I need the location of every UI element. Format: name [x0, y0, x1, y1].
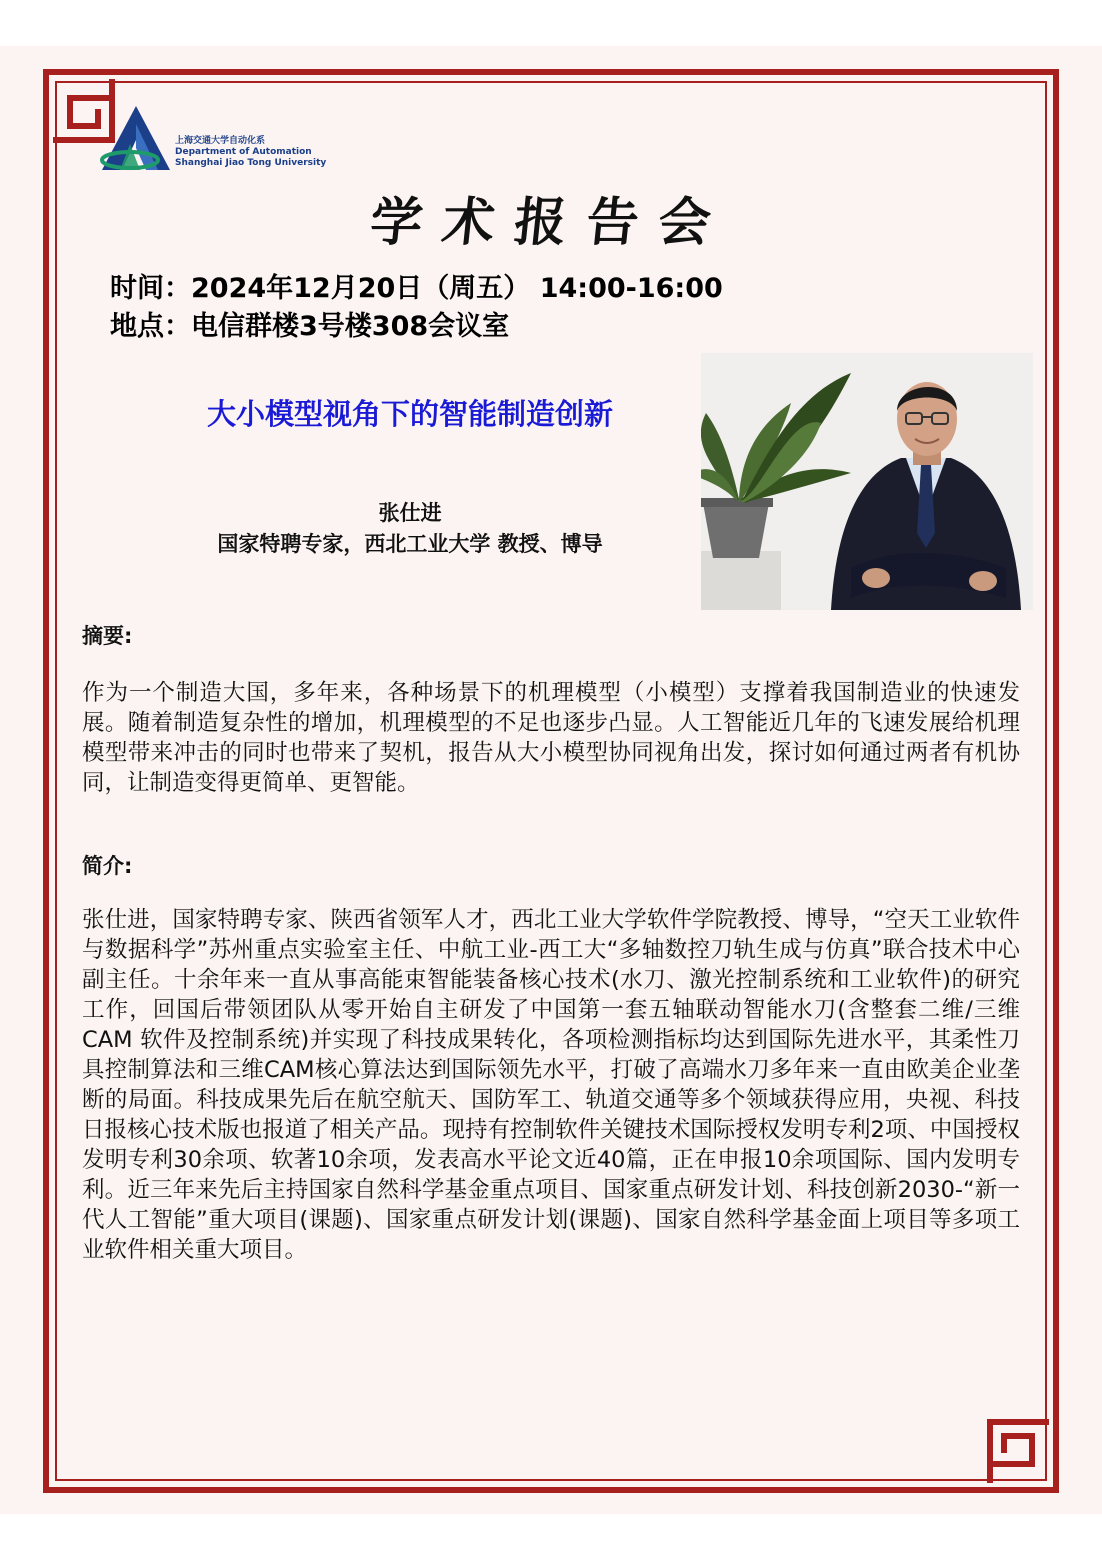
logo-line-cn: 上海交通大学自动化系 [175, 136, 266, 146]
sjtu-automation-logo [100, 104, 330, 174]
bio-text: 张仕进，国家特聘专家、陕西省领军人才，西北工业大学软件学院教授、博导，“空天工业软件与数据科学”苏州重点实验室主任、中航工业-西工大“多轴数控刀轨生成与仿真”联合技术中心副主任。十余年来一直从事高能束智能装备核心技术(水刀、激光控制系统和工业软件)的研究工作，回国后带领团队从零开始自主研发了中国第一套五轴联动智能水刀(含整套二维/三维 CAM 软件及控制系统)并实现了科技成果转化，各项检测指标均达到国际先进水平，其柔性刀具控制算法和三维CAM核心算法达到国际领先水平，打破了高端水刀多年来一直由欧美企业垄断的局面。科技成果先后在航空航天、国防军工、轨道交通等多个领域获得应用，央视、科技日报核心技术版也报道了相关产品。现持有控制软件关键技术国际授权发明专利2项、中国授权发明专利30余项、软著10余项，发表高水平论文近40篇，正在申报10余项国际、国内发明专利。近三年来先后主持国家自然科学基金重点项目、国家重点研发计划、科技创新2030-“新一代人工智能”重大项目(课题)、国家重点研发计划(课题)、国家自然科学基金面上项目等多项工业软件相关重大项目。 [82, 907, 1020, 1263]
abstract-text: 作为一个制造大国，多年来，各种场景下的机理模型（小模型）支撑着我国制造业的快速发展。随着制造复杂性的增加，机理模型的不足也逐步凸显。人工智能近几年的飞速发展给机理模型带来冲击的同时也带来了契机，报告从大小模型协同视角出发，探讨如何通过两者有机协同，让制造变得更简单、更智能。 [82, 680, 1020, 796]
talk-title: 大小模型视角下的智能制造创新 [206, 397, 613, 431]
event-place: 地点：电信群楼3号楼308会议室 [110, 311, 510, 342]
poster-title: 学术报告会 [367, 192, 734, 253]
logo-triangle-icon [100, 104, 172, 174]
speaker-photo [701, 353, 1033, 610]
speaker-name: 张仕进 [378, 501, 442, 525]
abstract-heading: 摘要: [82, 624, 133, 648]
bio-heading: 简介: [82, 854, 133, 878]
logo-line-en1: Department of Automation [175, 147, 312, 157]
speaker-title: 国家特聘专家，西北工业大学 教授、博导 [217, 532, 603, 556]
event-time: 时间：2024年12月20日（周五） 14:00-16:00 [110, 273, 723, 304]
logo-line-en2: Shanghai Jiao Tong University [175, 158, 327, 168]
